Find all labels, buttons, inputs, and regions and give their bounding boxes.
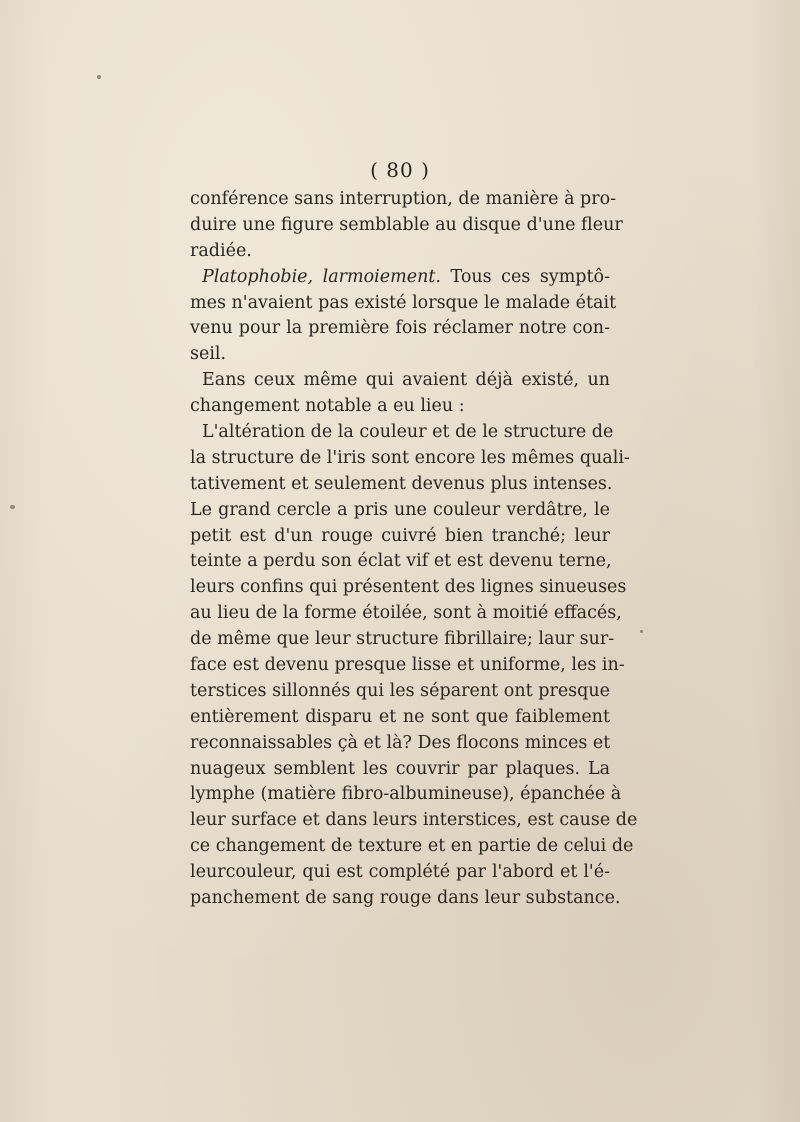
text-line: petit est d'un rouge cuivré bien tranché; leur [190,525,610,546]
text-line: nuageux semblent les couvrir par plaques. La [190,758,610,779]
text-line: leurs confins qui présentent des lignes sinueuses [190,577,627,598]
text-line: venu pour la première fois réclamer notre con- [190,318,610,339]
text-line: conférence sans interruption, de manière à pro- [190,189,617,209]
text-line: teinte a perdu son éclat vif et est devenu terne, [190,551,612,572]
text-line: radiée. [190,240,252,261]
text-line: terstices sillonnés qui les séparent ont presque [190,680,610,701]
page-number: ( 80 ) [370,158,430,182]
text-fragment: Tous ces symptô- [450,266,610,287]
paper-speck [10,505,15,509]
text-line: Le grand cercle a pris une couleur verdâtre, le [190,499,610,520]
text-line: L'altération de la couleur et de le structure de [202,422,614,443]
text-line: lymphe (matière fibro-albumineuse), épanchée à [190,784,622,805]
text-line: leurcouleur, qui est complété par l'abord et l'é- [190,862,610,883]
text-line: face est devenu presque lisse et uniforme, les in- [190,655,625,676]
text-line: au lieu de la forme étoilée, sont à moitié effacés, [190,603,622,624]
text-line: de même que leur structure fibrillaire; laur sur- [190,629,615,650]
section-heading: Platophobie, larmoiement. [202,266,441,287]
text-line: la structure de l'iris sont encore les mêmes quali- [190,447,630,468]
text-line: tativement et seulement devenus plus intenses. [190,473,613,494]
body-text [190,187,638,912]
text-line: panchement de sang rouge dans leur substance. [190,888,621,909]
text-line: mes n'avaient pas existé lorsque le malade était [190,292,617,313]
text-line: ce changement de texture et en partie de celui de [190,836,634,857]
text-line: seil. [190,344,227,365]
paper-speck [640,630,643,633]
text-line [190,265,610,291]
text-line: duire une figure semblable au disque d'une fleur [190,214,623,235]
text-line: leur surface et dans leurs interstices, est cause de [190,810,638,831]
text-line: changement notable a eu lieu : [190,396,465,417]
text-line: reconnaissables çà et là? Des flocons minces et [190,732,611,753]
text-line: entièrement disparu et ne sont que faiblement [190,706,610,727]
paper-speck [97,75,101,79]
text-line: Eans ceux même qui avaient déjà existé, un [202,370,610,391]
